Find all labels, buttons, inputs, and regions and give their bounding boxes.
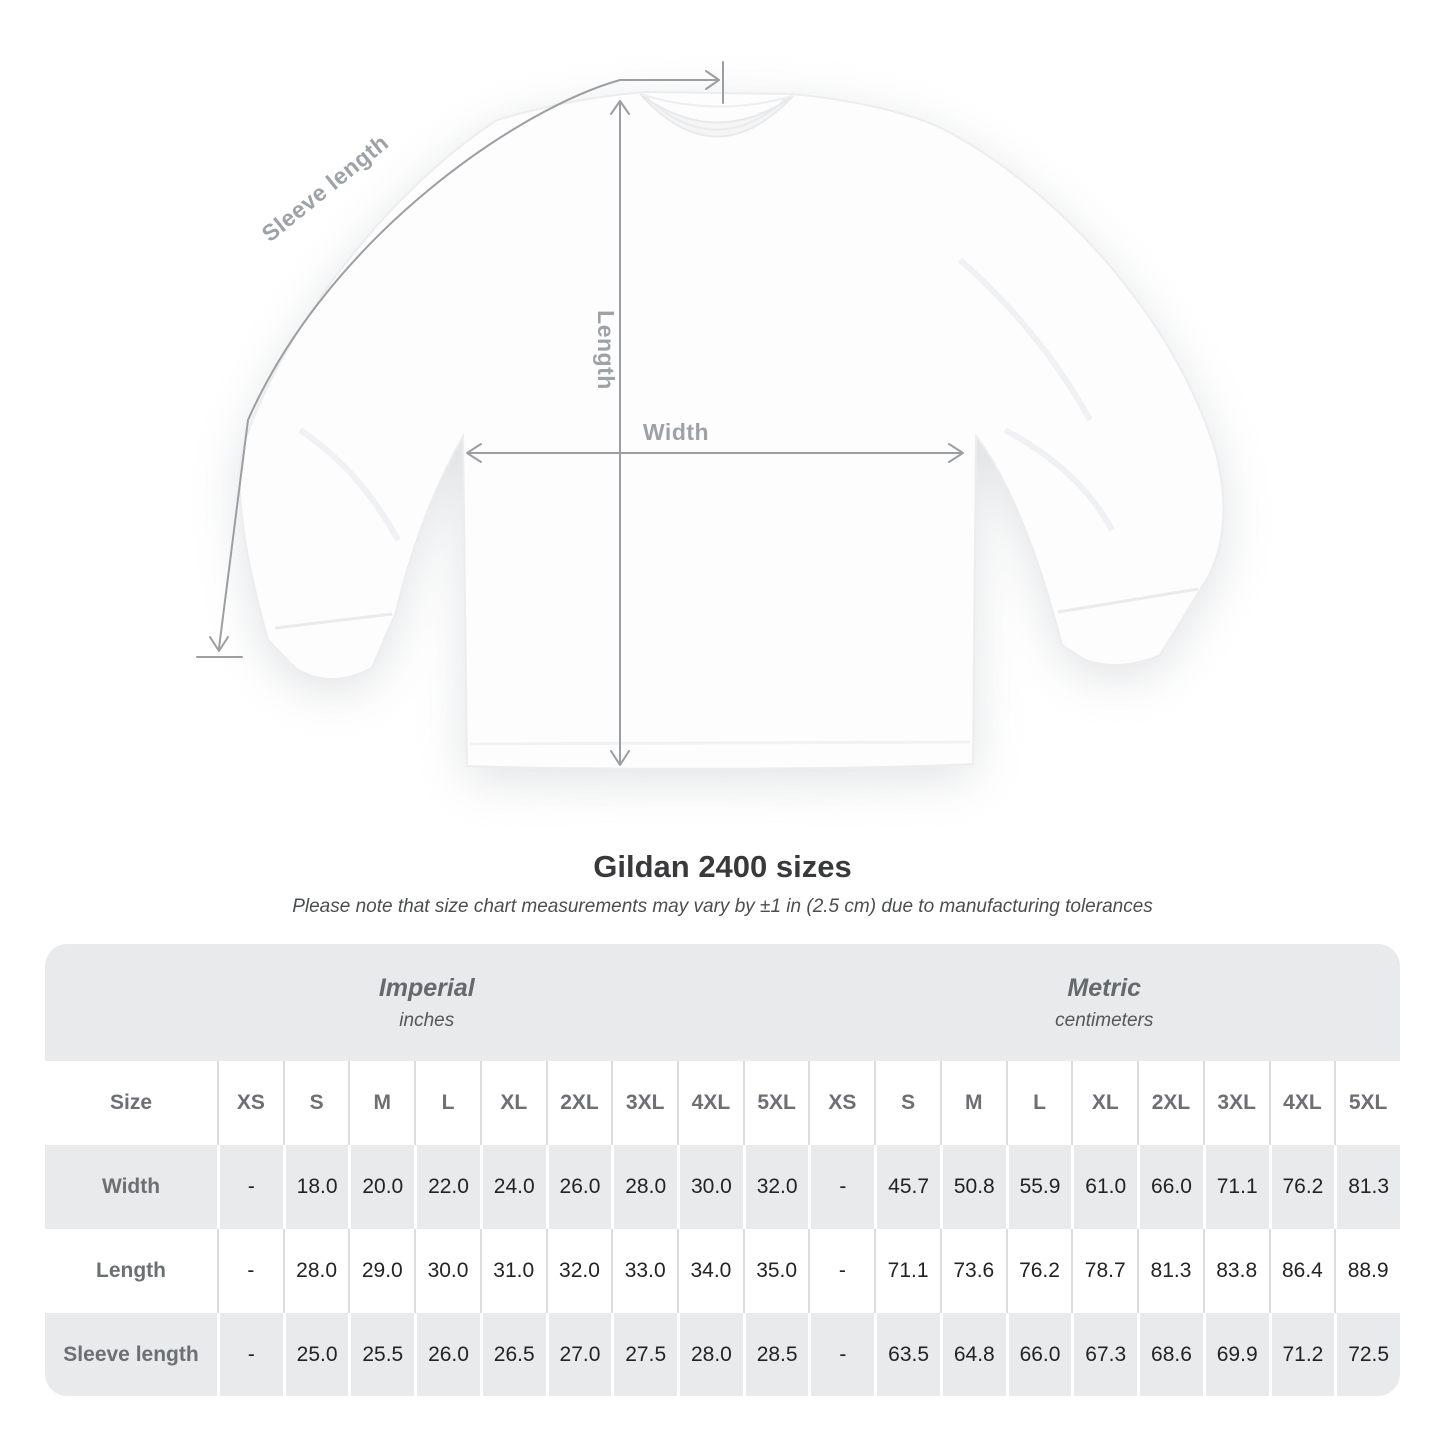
value-cell-imperial: 30.0 xyxy=(414,1229,480,1313)
value-cell-metric: 81.3 xyxy=(1334,1145,1400,1229)
value-cell-imperial: 18.0 xyxy=(283,1145,349,1229)
value-cell-imperial: 32.0 xyxy=(743,1145,809,1229)
unit-group-unit: centimeters xyxy=(1055,1009,1154,1031)
value-cell-metric: 76.2 xyxy=(1006,1229,1072,1313)
value-cell-metric: 55.9 xyxy=(1006,1145,1072,1229)
value-cell-imperial: 24.0 xyxy=(480,1145,546,1229)
sleeve-length-label: Sleeve length xyxy=(256,129,394,247)
value-cell-metric: 64.8 xyxy=(940,1313,1006,1396)
value-cell-imperial: 31.0 xyxy=(480,1229,546,1313)
value-cell-metric: 63.5 xyxy=(874,1313,940,1396)
value-cell-metric: 81.3 xyxy=(1137,1229,1203,1313)
value-cell-imperial: 28.5 xyxy=(743,1313,809,1396)
value-cell-imperial: 22.0 xyxy=(414,1145,480,1229)
value-cell-metric: 67.3 xyxy=(1071,1313,1137,1396)
size-col-header-metric: L xyxy=(1006,1061,1072,1145)
value-cell-imperial: - xyxy=(217,1229,283,1313)
value-cell-metric: 66.0 xyxy=(1006,1313,1072,1396)
size-column-title: Size xyxy=(109,1091,153,1114)
value-cell-imperial: - xyxy=(217,1313,283,1396)
value-cell-imperial: 34.0 xyxy=(677,1229,743,1313)
value-cell-metric: - xyxy=(808,1313,874,1396)
table-size-header-row xyxy=(45,1061,1400,1145)
value-cell-imperial: 29.0 xyxy=(348,1229,414,1313)
value-cell-metric: 45.7 xyxy=(874,1145,940,1229)
value-cell-imperial: 20.0 xyxy=(348,1145,414,1229)
value-cell-imperial: 33.0 xyxy=(611,1229,677,1313)
size-col-header-imperial: 3XL xyxy=(611,1061,677,1145)
table-row-length xyxy=(45,1229,1400,1313)
size-col-header-imperial: S xyxy=(283,1061,349,1145)
value-cell-imperial: 26.5 xyxy=(480,1313,546,1396)
value-cell-metric: 78.7 xyxy=(1071,1229,1137,1313)
value-cell-imperial: 25.5 xyxy=(348,1313,414,1396)
size-col-header-imperial: M xyxy=(348,1061,414,1145)
unit-group-metric xyxy=(809,944,1401,1061)
shirt-illustration xyxy=(240,92,1224,769)
value-cell-metric: 71.1 xyxy=(1203,1145,1269,1229)
value-cell-metric: - xyxy=(808,1145,874,1229)
page-title: Gildan 2400 sizes xyxy=(593,849,852,884)
table-row-width xyxy=(45,1145,1400,1229)
size-col-header-imperial: 4XL xyxy=(677,1061,743,1145)
value-cell-metric: 86.4 xyxy=(1269,1229,1335,1313)
size-table xyxy=(45,944,1400,1396)
unit-group-name: Metric xyxy=(1067,973,1142,1002)
value-cell-metric: 69.9 xyxy=(1203,1313,1269,1396)
unit-group-name: Imperial xyxy=(378,973,475,1002)
unit-group-unit: inches xyxy=(399,1009,455,1031)
value-cell-imperial: 28.0 xyxy=(283,1229,349,1313)
value-cell-metric: 88.9 xyxy=(1334,1229,1400,1313)
value-cell-imperial: 26.0 xyxy=(546,1145,612,1229)
unit-group-imperial xyxy=(45,944,809,1061)
value-cell-imperial: 32.0 xyxy=(546,1229,612,1313)
size-col-header-metric: 4XL xyxy=(1269,1061,1335,1145)
row-label: Sleeve length xyxy=(63,1342,199,1366)
size-col-header-imperial: 5XL xyxy=(743,1061,809,1145)
size-col-header-metric: XS xyxy=(808,1061,874,1145)
value-cell-imperial: 26.0 xyxy=(414,1313,480,1396)
value-cell-metric: - xyxy=(808,1229,874,1313)
value-cell-imperial: 25.0 xyxy=(283,1313,349,1396)
table-row-sleeve-length xyxy=(45,1313,1400,1396)
size-col-header-imperial: XS xyxy=(217,1061,283,1145)
value-cell-metric: 76.2 xyxy=(1269,1145,1335,1229)
value-cell-imperial: 35.0 xyxy=(743,1229,809,1313)
value-cell-metric: 50.8 xyxy=(940,1145,1006,1229)
value-cell-imperial: 28.0 xyxy=(677,1313,743,1396)
size-col-header-metric: 2XL xyxy=(1137,1061,1203,1145)
size-col-header-imperial: L xyxy=(414,1061,480,1145)
size-col-header-metric: S xyxy=(874,1061,940,1145)
value-cell-imperial: 28.0 xyxy=(611,1145,677,1229)
size-col-header-imperial: 2XL xyxy=(546,1061,612,1145)
size-col-header-metric: M xyxy=(940,1061,1006,1145)
size-col-header-metric: XL xyxy=(1071,1061,1137,1145)
value-cell-metric: 83.8 xyxy=(1203,1229,1269,1313)
size-col-header-metric: 5XL xyxy=(1334,1061,1400,1145)
value-cell-metric: 71.1 xyxy=(874,1229,940,1313)
value-cell-imperial: 27.0 xyxy=(546,1313,612,1396)
unit-header-row xyxy=(45,944,1400,1061)
value-cell-imperial: 27.5 xyxy=(611,1313,677,1396)
value-cell-metric: 66.0 xyxy=(1137,1145,1203,1229)
size-col-header-metric: 3XL xyxy=(1203,1061,1269,1145)
value-cell-metric: 73.6 xyxy=(940,1229,1006,1313)
value-cell-imperial: - xyxy=(217,1145,283,1229)
row-label: Length xyxy=(96,1259,166,1282)
value-cell-metric: 72.5 xyxy=(1334,1313,1400,1396)
value-cell-imperial: 30.0 xyxy=(677,1145,743,1229)
value-cell-metric: 61.0 xyxy=(1071,1145,1137,1229)
width-label: Width xyxy=(642,419,710,445)
value-cell-metric: 68.6 xyxy=(1137,1313,1203,1396)
size-col-header-imperial: XL xyxy=(480,1061,546,1145)
page-subtitle: Please note that size chart measurements may vary by ±1 in (2.5 cm) due to manufacturing tolerances xyxy=(292,896,1153,917)
value-cell-metric: 71.2 xyxy=(1269,1313,1335,1396)
row-label: Width xyxy=(101,1175,161,1198)
length-label: Length xyxy=(593,310,619,390)
